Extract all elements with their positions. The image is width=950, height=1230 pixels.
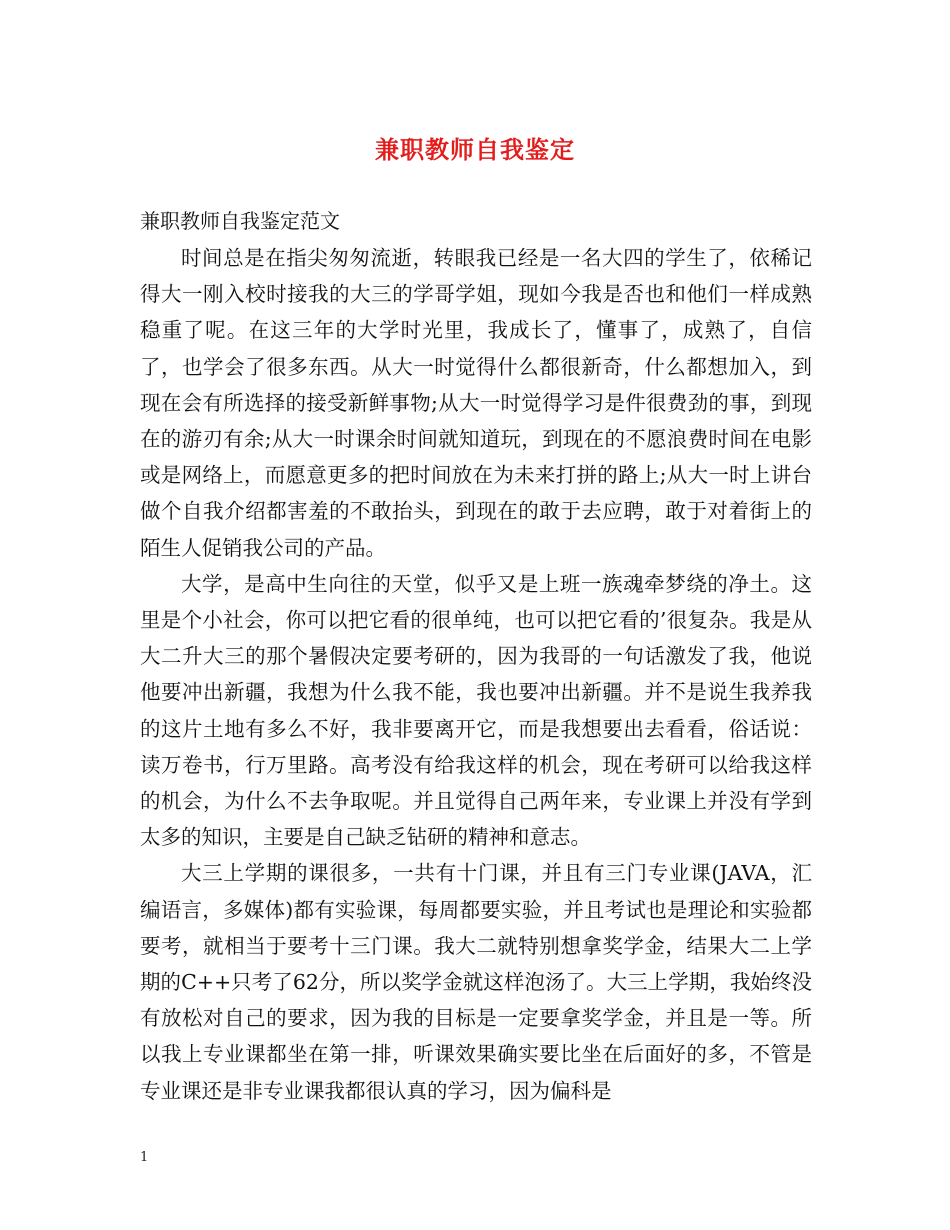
paragraph: 时间总是在指尖匆匆流逝，转眼我已经是一名大四的学生了，依稀记得大一刚入校时接我的大三的学哥学姐，现如今我是否也和他们一样成熟稳重了呢。在这三年的大学时光里，我成长了，懂事了，成熟了，自信了，也学会了很多东西。从大一时觉得什么都很新奇，什么都想加入，到现在会有所选择的接受新鲜事物;从大一时觉得学习是件很费劲的事，到现在的游刃有余;从大一时课余时间就知道玩，到现在的不愿浪费时间在电影或是网络上，而愿意更多的把时间放在为未来打拼的路上;从大一时上讲台做个自我介绍都害羞的不敢抬头，到现在的敢于去应聘，敢于对着街上的陌生人促销我公司的产品。 — [140, 246, 812, 560]
document-title: 兼职教师自我鉴定 — [375, 135, 575, 164]
paragraph: 大学，是高中生向往的天堂，似乎又是上班一族魂牵梦绕的净土。这里是个小社会，你可以把它看的很单纯，也可以把它看的’很复杂。我是从大二升大三的那个暑假决定要考研的，因为我哥的一句话激发了我，他说他要冲出新疆，我想为什么我不能，我也要冲出新疆。并不是说生我养我的这片土地有多么不好，我非要离开它，而是我想要出去看看，俗话说：读万卷书，行万里路。高考没有给我这样的机会，现在考研可以给我这样的机会，为什么不去争取呢。并且觉得自己两年来，专业课上并没有学到太多的知识，主要是自己缺乏钻研的精神和意志。 — [140, 571, 812, 850]
document-subtitle: 兼职教师自我鉴定范文 — [140, 209, 340, 233]
paragraph: 大三上学期的课很多，一共有十门课，并且有三门专业课(JAVA，汇编语言，多媒体)都有实验课，每周都要实验，并且考试也是理论和实验都要考，就相当于要考十三门课。我大二就特别想拿奖学金，结果大二上学期的C++只考了62分，所以奖学金就这样泡汤了。大三上学期，我始终没有放松对自己的要求，因为我的目标是一定要拿奖学金，并且是一等。所以我上专业课都坐在第一排，听课效果确实要比坐在后面好的多，不管是专业课还是非专业课我都很认真的学习，因为偏科是 — [140, 861, 812, 1103]
document-body — [140, 240, 812, 1109]
page-number: 1 — [140, 1150, 149, 1165]
